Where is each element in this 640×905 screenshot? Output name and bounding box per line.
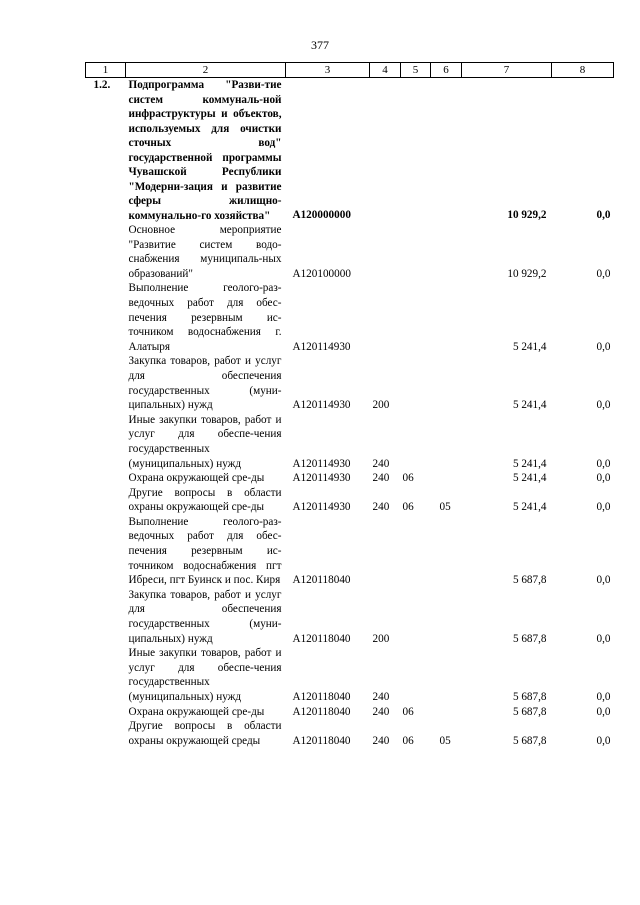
col-5-cell <box>401 354 431 412</box>
col-4-cell: 240 <box>372 691 390 703</box>
col-5-cell <box>401 646 431 704</box>
col-8-cell: 0,0 <box>596 691 611 703</box>
row-number-cell <box>86 486 126 515</box>
amount-cell: 5 241,4 <box>512 340 547 353</box>
header-col-2: 2 <box>126 63 286 78</box>
row-number-cell <box>86 223 126 281</box>
col-5-cell: 06 <box>402 472 414 485</box>
col-6-cell <box>431 78 462 224</box>
row-name-cell: Закупка товаров, работ и услуг для обеспечения государственных (муни-ципальных) нужд <box>128 588 282 645</box>
amount-cell: 5 687,8 <box>512 705 547 718</box>
row-name-cell: Закупка товаров, работ и услуг для обеспечения государственных (муни-ципальных) нужд <box>128 355 282 412</box>
target-code-cell: А120118040 <box>292 705 351 718</box>
amount-cell: 5 241,4 <box>512 457 547 470</box>
col-4-cell <box>370 281 401 354</box>
table-row <box>86 486 614 515</box>
col-5-cell: 06 <box>402 734 414 747</box>
col-8-cell: 0,0 <box>596 472 611 485</box>
row-name-cell: Иные закупки товаров, работ и услуг для обеспе-чения государственных (муниципальных) нужд <box>128 413 282 470</box>
col-6-cell <box>431 281 462 354</box>
target-code-cell: А120118040 <box>292 574 351 587</box>
page-number: 377 <box>311 38 329 52</box>
col-5-cell <box>401 515 431 588</box>
col-5-cell <box>401 223 431 281</box>
col-8-cell: 0,0 <box>596 501 611 514</box>
col-5-cell: 06 <box>402 501 414 514</box>
row-number-cell <box>86 719 126 748</box>
target-code-cell: А120118040 <box>292 734 351 747</box>
col-8-cell: 0,0 <box>596 705 611 718</box>
row-name-cell: Другие вопросы в области охраны окружающей сре-ды <box>128 486 282 514</box>
header-col-1: 1 <box>86 63 126 78</box>
target-code-cell: А120000000 <box>292 209 351 222</box>
row-number-cell <box>86 646 126 704</box>
col-4-cell: 200 <box>372 632 390 645</box>
target-code-cell: А120118040 <box>292 691 351 703</box>
col-8-cell: 0,0 <box>596 267 611 280</box>
amount-cell: 5 687,8 <box>512 574 547 587</box>
row-name-cell: Выполнение геолого-раз-ведочных работ для обес-печения резервным ис-точником водоснабжения пгт Ибреси, пгт Буинск и пос. Киря <box>128 515 282 587</box>
col-6-cell: 05 <box>439 501 451 514</box>
table-row <box>86 515 614 588</box>
row-number-cell <box>86 413 126 471</box>
col-6-cell <box>431 413 462 471</box>
row-name-cell: Подпрограмма "Разви-тие систем коммуналь-ной инфраструктуры и объектов, используемых для очистки сточных вод" государственной программы Чувашской Республики "Модерни-зация и развитие сферы жилищно-коммунально-го хозяйства" <box>128 79 282 222</box>
col-6-cell <box>431 705 462 720</box>
target-code-cell: А120114930 <box>292 472 351 485</box>
amount-cell: 5 687,8 <box>512 691 547 703</box>
row-number-cell <box>86 515 126 588</box>
target-code-cell: А120114930 <box>292 457 351 470</box>
col-4-cell: 200 <box>372 399 390 412</box>
header-col-8: 8 <box>552 63 614 78</box>
col-4-cell <box>370 223 401 281</box>
row-name-cell: Выполнение геолого-раз-ведочных работ для обес-печения резервным ис-точником водоснабжения г. Алатыря <box>128 282 282 353</box>
col-4-cell: 240 <box>372 705 390 718</box>
table-row <box>86 354 614 412</box>
col-6-cell <box>431 471 462 486</box>
row-name-cell: Охрана окружающей сре-ды <box>128 705 265 718</box>
row-name-cell: Охрана окружающей сре-ды <box>128 472 265 485</box>
header-row <box>86 63 614 78</box>
row-number-cell <box>86 588 126 646</box>
amount-cell: 5 241,4 <box>512 472 547 485</box>
target-code-cell: А120118040 <box>292 632 351 645</box>
table-row <box>86 413 614 471</box>
col-5-cell <box>401 281 431 354</box>
col-4-cell: 240 <box>372 501 390 514</box>
table-row <box>86 471 614 486</box>
col-8-cell: 0,0 <box>596 209 611 222</box>
col-6-cell <box>431 588 462 646</box>
col-5-cell: 06 <box>402 705 414 718</box>
col-6-cell <box>431 223 462 281</box>
col-5-cell <box>401 413 431 471</box>
col-8-cell: 0,0 <box>596 574 611 587</box>
col-6-cell <box>431 646 462 704</box>
col-5-cell <box>401 588 431 646</box>
target-code-cell: А120114930 <box>292 501 351 514</box>
amount-cell: 5 687,8 <box>512 632 547 645</box>
amount-cell: 5 687,8 <box>512 734 547 747</box>
col-6-cell: 05 <box>439 734 451 747</box>
header-col-4: 4 <box>370 63 401 78</box>
row-number-cell <box>86 471 126 486</box>
col-8-cell: 0,0 <box>596 340 611 353</box>
amount-cell: 10 929,2 <box>507 267 547 280</box>
col-6-cell <box>431 354 462 412</box>
table-row <box>86 78 614 224</box>
col-8-cell: 0,0 <box>596 734 611 747</box>
amount-cell: 5 241,4 <box>512 399 547 412</box>
row-number-cell <box>86 281 126 354</box>
col-4-cell: 240 <box>372 472 390 485</box>
col-6-cell <box>431 515 462 588</box>
table-row <box>86 223 614 281</box>
target-code-cell: А120100000 <box>292 267 351 280</box>
row-number-cell: 1.2. <box>93 79 111 91</box>
col-4-cell <box>370 515 401 588</box>
table-row <box>86 646 614 704</box>
col-4-cell: 240 <box>372 457 390 470</box>
col-5-cell <box>401 78 431 224</box>
col-8-cell: 0,0 <box>596 399 611 412</box>
header-col-5: 5 <box>401 63 431 78</box>
budget-table <box>85 62 614 748</box>
table-row <box>86 281 614 354</box>
amount-cell: 5 241,4 <box>512 501 547 514</box>
amount-cell: 10 929,2 <box>507 209 547 222</box>
row-name-cell: Основное мероприятие "Развитие систем водо-снабжения муниципаль-ных образований" <box>128 224 282 280</box>
table-row <box>86 719 614 748</box>
col-8-cell: 0,0 <box>596 457 611 470</box>
header-col-3: 3 <box>286 63 370 78</box>
header-col-7: 7 <box>462 63 552 78</box>
row-number-cell <box>86 354 126 412</box>
col-8-cell: 0,0 <box>596 632 611 645</box>
header-col-6: 6 <box>431 63 462 78</box>
table-row <box>86 705 614 720</box>
row-number-cell <box>86 705 126 720</box>
col-4-cell <box>370 78 401 224</box>
row-name-cell: Другие вопросы в области охраны окружающей среды <box>128 720 282 747</box>
target-code-cell: А120114930 <box>292 340 351 353</box>
target-code-cell: А120114930 <box>292 399 351 412</box>
col-4-cell: 240 <box>372 734 390 747</box>
table-row <box>86 588 614 646</box>
row-name-cell: Иные закупки товаров, работ и услуг для обеспе-чения государственных (муниципальных) нужд <box>128 647 282 703</box>
